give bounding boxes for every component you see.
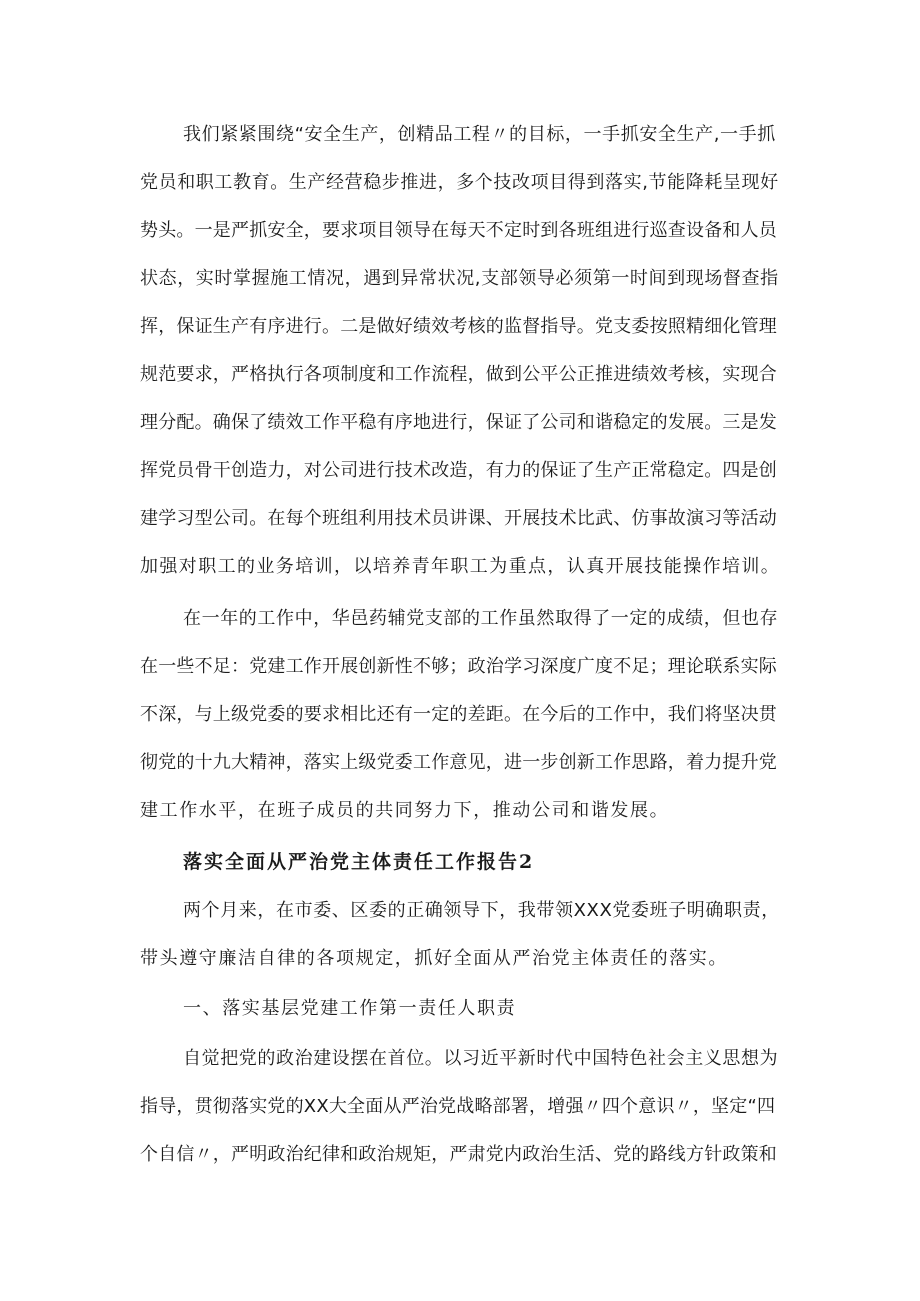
paragraph-3-line-2: 带头遵守廉洁自律的各项规定，抓好全面从严治党主体责任的落实。 <box>140 948 728 969</box>
paragraph-4-line-1: 自觉把党的政治建设摆在首位。以习近平新时代中国特色社会主义思想为 <box>183 1048 779 1069</box>
paragraph-1-line-4: 状态，实时掌握施工情况，遇到异常状况,支部领导必须第一时间到现场督查指 <box>140 268 779 289</box>
paragraph-2-line-2: 在一些不足：党建工作开展创新性不够；政治学习深度广度不足；理论联系实际 <box>140 656 777 677</box>
paragraph-1-line-6: 规范要求，严格执行各项制度和工作流程，做到公平公正推进绩效考核，实现合 <box>140 364 777 385</box>
paragraph-2-line-3: 不深，与上级党委的要求相比还有一定的差距。在今后的工作中，我们将坚决贯 <box>140 704 777 725</box>
paragraph-1-line-10: 加强对职工的业务培训，以培养青年职工为重点，认真开展技能操作培训。 <box>140 556 781 577</box>
paragraph-1-line-5: 挥，保证生产有序进行。二是做好绩效考核的监督指导。党支委按照精细化管理 <box>140 316 777 337</box>
report-heading: 落实全面从严治党主体责任工作报告2 <box>183 851 535 873</box>
paragraph-4-line-3: 个自信〃，严明政治纪律和政治规矩，严肃党内政治生活、党的路线方针政策和 <box>140 1144 777 1165</box>
paragraph-4-line-2: 指导，贯彻落实党的XX大全面从严治党战略部署，增强〃四个意识〃，坚定“四 <box>140 1096 776 1117</box>
paragraph-3-line-1: 两个月来，在市委、区委的正确领导下，我带领XXX党委班子明确职责， <box>183 900 780 921</box>
section-1-title: 一、落实基层党建工作第一责任人职责 <box>183 998 517 1019</box>
paragraph-1-line-1: 我们紧紧围绕“安全生产，创精品工程〃的目标，一手抓安全生产,一手抓 <box>183 124 776 145</box>
paragraph-1-line-7: 理分配。确保了绩效工作平稳有序地进行，保证了公司和谐稳定的发展。三是发 <box>140 412 777 433</box>
paragraph-1-line-3: 势头。一是严抓安全，要求项目领导在每天不定时到各班组进行巡查设备和人员 <box>140 220 777 241</box>
paragraph-2-line-5: 建工作水平，在班子成员的共同努力下，推动公司和谐发展。 <box>140 800 670 821</box>
paragraph-1-line-8: 挥党员骨干创造力，对公司进行技术改造，有力的保证了生产正常稳定。四是创 <box>140 460 777 481</box>
paragraph-1-line-2: 党员和职工教育。生产经营稳步推进，多个技改项目得到落实,节能降耗呈现好 <box>140 172 779 193</box>
paragraph-1-line-9: 建学习型公司。在每个班组利用技术员讲课、开展技术比武、仿事故演习等活动 <box>140 508 777 529</box>
paragraph-2-line-4: 彻党的十九大精神，落实上级党委工作意见，进一步创新工作思路，着力提升党 <box>140 752 777 773</box>
paragraph-2-line-1: 在一年的工作中，华邑药辅党支部的工作虽然取得了一定的成绩，但也存 <box>183 608 779 629</box>
